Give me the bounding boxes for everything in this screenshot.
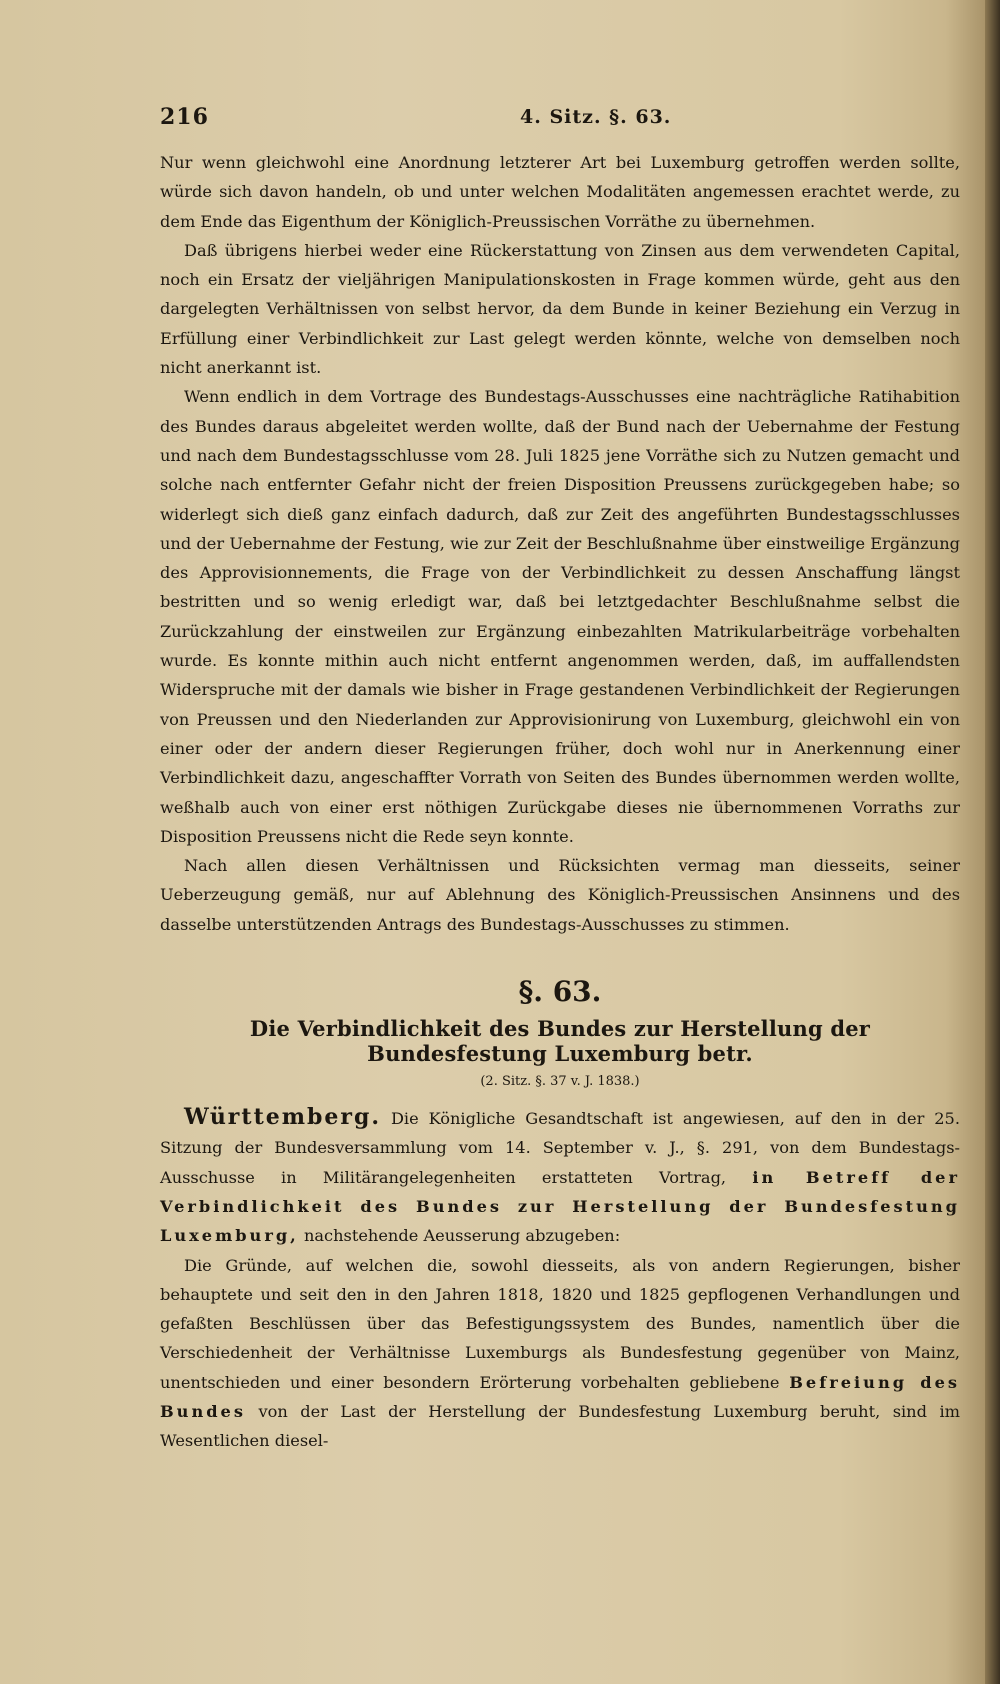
text-run: von der Last der Herstellung der Bundesfestung Luxemburg beruht, sind im Wesentlichen diesel- <box>160 1401 960 1451</box>
paragraph <box>160 1251 960 1456</box>
section-title: Die Verbindlichkeit des Bundes zur Herstellung der Bundesfestung Luxemburg betr. <box>249 1016 871 1067</box>
page-number: 216 <box>160 104 209 130</box>
text-run: Die Gründe, auf welchen die, sowohl diesseits, als von andern Regierungen, bisher behauptete und seit den in den Jahren 1818, 1820 und 1825 gepflogenen Verhandlungen und gefaßten Beschlüssen über das Befestigungssystem des Bundes, namentlich über die Verschiedenheit der Verhältnisse Luxemburgs als Bundesfestung gegenüber von Mainz, unentschieden und einer besondern Erörterung vorbehalten gebliebene <box>160 1255 960 1392</box>
running-head: 4. Sitz. §. 63. <box>520 106 672 128</box>
paragraph <box>160 1103 960 1250</box>
paragraph: Nach allen diesen Verhältnissen und Rücksichten vermag man diesseits, seiner Ueberzeugung gemäß, nur auf Ablehnung des Königlich-Preussischen Ansinnens und des dasselbe unterstützenden Antrags des Bundestags-Ausschusses zu stimmen. <box>160 856 960 934</box>
text-run: nachstehende Aeusserung abzugeben: <box>303 1226 621 1246</box>
text-run: Die Königliche Gesandtschaft ist angewiesen, auf den in der 25. Sitzung der Bundesversammlung vom 14. September v. J., §. 291, von dem Bundestags-Ausschusse in Militärangelegenheiten erstatteten Vortrag, <box>160 1109 960 1187</box>
paragraph: Nur wenn gleichwohl eine Anordnung letzterer Art bei Luxemburg getroffen werden sollte, würde sich davon handeln, ob und unter welchen Modalitäten angemessen erachtet werde, zu dem Ende das Eigenthum der Königlich-Preussischen Vorräthe zu übernehmen. <box>160 153 960 231</box>
section-number: §. 63. <box>518 975 602 1009</box>
paragraph: Daß übrigens hierbei weder eine Rückerstattung von Zinsen aus dem verwendeten Capital, noch ein Ersatz der vieljährigen Manipulationskosten in Frage kommen würde, geht aus den dargelegten Verhältnissen von selbst hervor, da dem Bunde in keiner Beziehung ein Verzug in Erfüllung einer Verbindlichkeit zur Last gelegt werden könnte, welche von demselben noch nicht anerkannt ist. <box>160 240 960 378</box>
page-header <box>160 104 960 148</box>
book-spine <box>985 0 1000 1684</box>
section-reference: (2. Sitz. §. 37 v. J. 1838.) <box>480 1074 640 1090</box>
paragraph: Wenn endlich in dem Vortrage des Bundestags-Ausschusses eine nachträgliche Ratihabition des Bundes daraus abgeleitet werden wollte, daß der Bund nach der Uebernahme der Festung und nach dem Bundestagsschlusse vom 28. Juli 1825 jene Vorräthe sich zu Nutzen gemacht und solche nach entfernter Gefahr nicht der freien Disposition Preussens zurückgegeben habe; so widerlegt sich dieß ganz einfach dadurch, daß zur Zeit des angeführten Bundestagsschlusses und der Uebernahme der Festung, wie zur Zeit der Beschlußnahme über einstweilige Ergänzung des Approvisionnements, die Frage von der Verbindlichkeit zu dessen Anschaffung längst bestritten und so wenig erledigt war, daß bei letztgedachter Beschlußnahme selbst die Zurückzahlung der einstweilen zur Ergänzung einbezahlten Matrikularbeiträge vorbehalten wurde. Es konnte mithin auch nicht entfernt angenommen werden, daß, im auffallendsten Widerspruche mit der damals wie bisher in Frage gestandenen Verbindlichkeit der Regierungen von Preussen und den Niederlanden zur Approvisionirung von Luxemburg, gleichwohl ein von einer oder der andern dieser Regierungen früher, doch wohl nur in Anerkennung einer Verbindlichkeit dazu, angeschaffter Vorrath von Seiten des Bundes übernommen werden wollte, weßhalb auch von einer erst nöthigen Zurückgabe dieses nie übernommenen Vorraths zur Disposition Preussens nicht die Rede seyn konnte. <box>160 387 960 846</box>
page-content <box>160 104 960 1456</box>
emphasized-text: in Betreff der Verbindlichkeit des Bundes zur Herstellung der Bundesfestung Luxemburg, <box>160 1167 960 1246</box>
state-name: Württemberg. <box>184 1104 382 1131</box>
emphasized-text: Befreiung des Bundes <box>160 1372 960 1421</box>
